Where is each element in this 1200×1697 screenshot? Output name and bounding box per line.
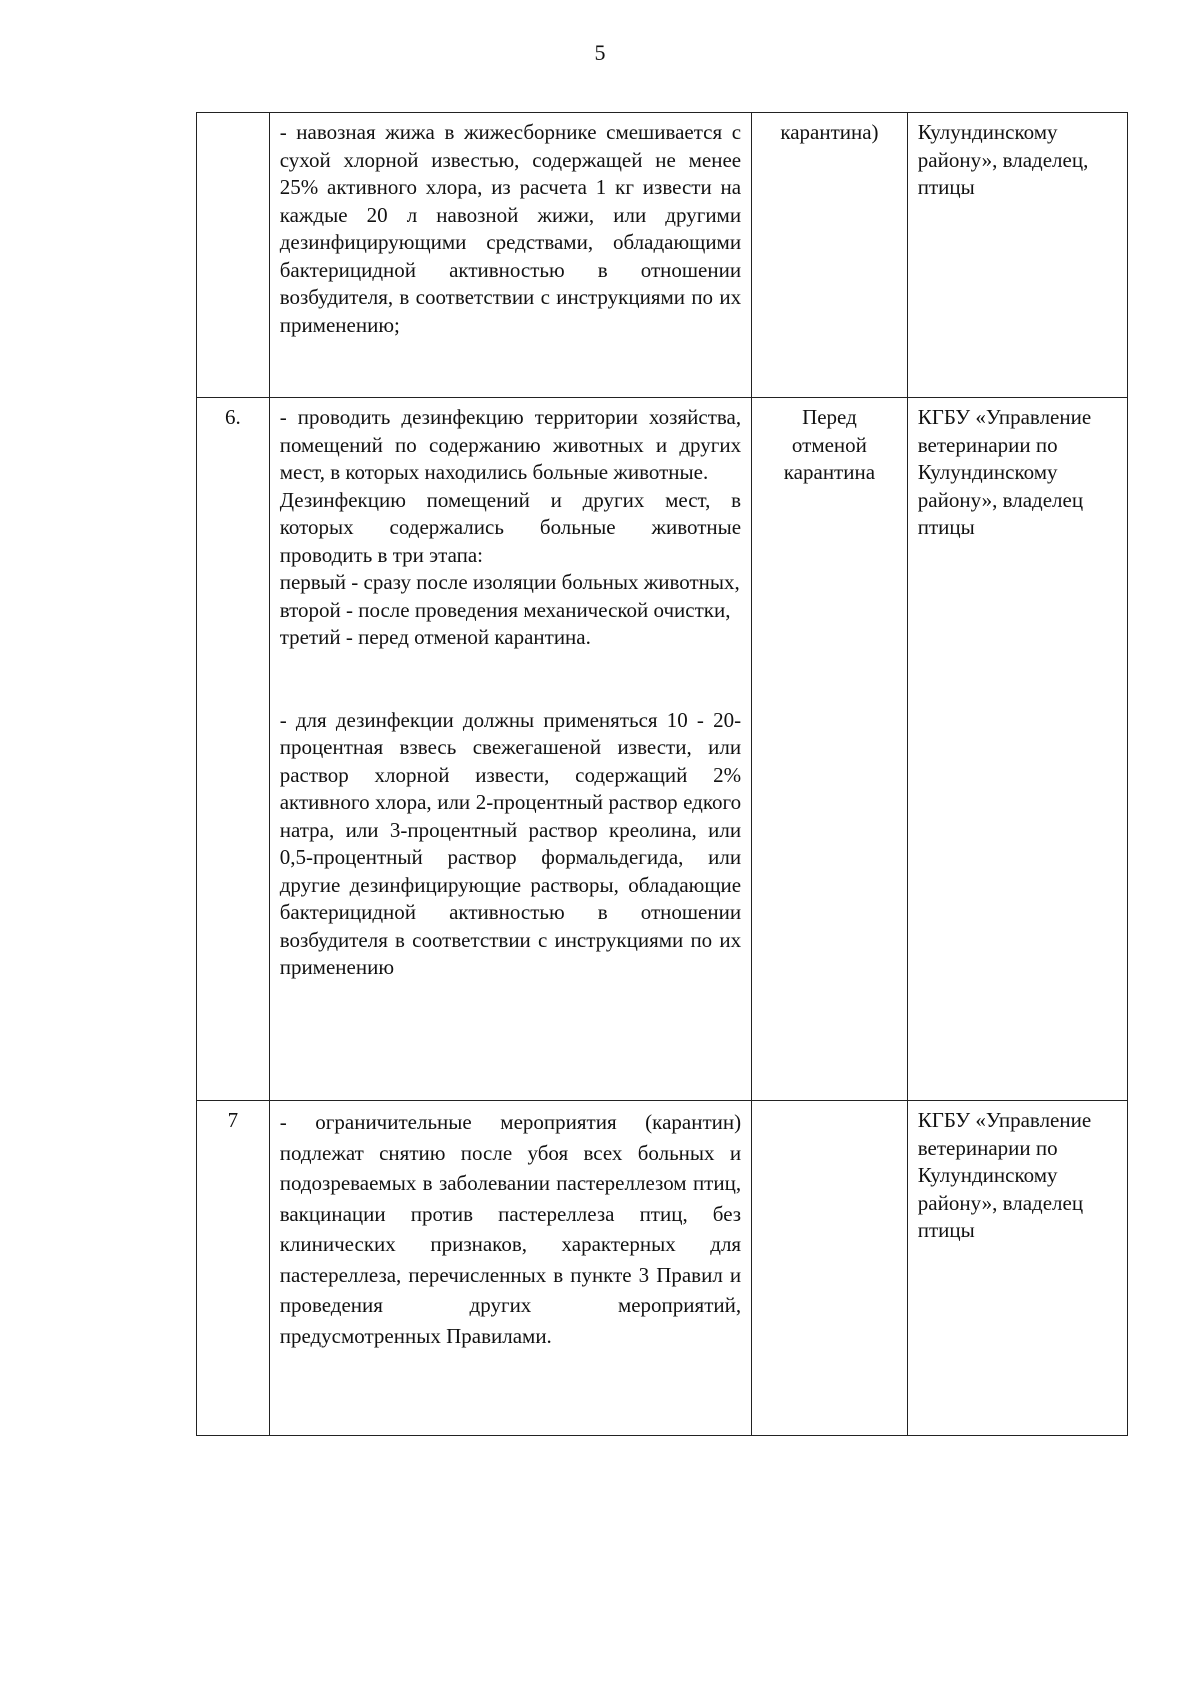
measure-paragraph: третий - перед отменой карантина. (279, 625, 591, 649)
deadline-cell: карантина) (752, 113, 908, 398)
paragraph-spacer (280, 652, 741, 707)
measure-paragraph: - для дезинфекции должны применяться 10 - 20-процентная взвесь свежегашеной извести, или раствор хлорной извести, содержащий 2% активного хлора, или 2-процентный раствор едкого натра, или 3-процентный раствор креолина, или 0,5-процентный раствор формальдегида, или другие дезинфицирующие растворы, обладающие бактерицидной активностью в отношении возбудителя в соответствии с инструкциями по их применению (279, 707, 742, 979)
table-row (197, 113, 1128, 398)
measure-paragraph: - ограничительные мероприятия (карантин) подлежат снятию после убоя всех больных и подозреваемых в заболевании пастереллезом птиц, вакцинации против пастереллеза птиц, без клинических признаков, характерных для пастереллеза, перечисленных в пункте 3 Правил и проведения других мероприятий, предусмотренных Правилами. (279, 1110, 742, 1348)
measure-text (269, 1101, 751, 1436)
measure-paragraph: первый - сразу после изоляции больных животных, (279, 570, 740, 594)
deadline-cell: Перед отменой карантина (752, 398, 908, 1101)
measure-paragraph: - проводить дезинфекцию территории хозяйства, помещений по содержанию животных и других мест, в которых находились больные животные. (279, 405, 742, 484)
responsible-cell: Кулундинскому району», владелец, птицы (907, 113, 1127, 398)
measure-paragraph: Дезинфекцию помещений и других мест, в которых содержались больные животные проводить в три этапа: (279, 487, 742, 567)
responsible-cell: КГБУ «Управление ветеринарии по Кулундинскому району», владелец птицы (907, 1101, 1127, 1436)
measure-text (269, 113, 751, 398)
measure-paragraph: - навозная жижа в жижесборнике смешивается с сухой хлорной известью, содержащей не менее 25% активного хлора, из расчета 1 кг извести на каждые 20 л навозной жижи, или другими дезинфицирующими средствами, обладающими бактерицидной активностью в отношении возбудителя, в соответствии с инструкциями по их применению; (279, 120, 742, 337)
row-number: 7 (197, 1101, 270, 1436)
table-row (197, 1101, 1128, 1436)
table-row (197, 398, 1128, 1101)
measure-text (269, 398, 751, 1101)
row-number: 6. (197, 398, 270, 1101)
measure-paragraph: второй - после проведения механической очистки, (279, 597, 731, 622)
row-number (197, 113, 270, 398)
page-number: 5 (594, 40, 606, 65)
measures-table (196, 112, 1128, 1436)
responsible-cell: КГБУ «Управление ветеринарии по Кулундинскому району», владелец птицы (907, 398, 1127, 1101)
deadline-cell (752, 1101, 908, 1436)
